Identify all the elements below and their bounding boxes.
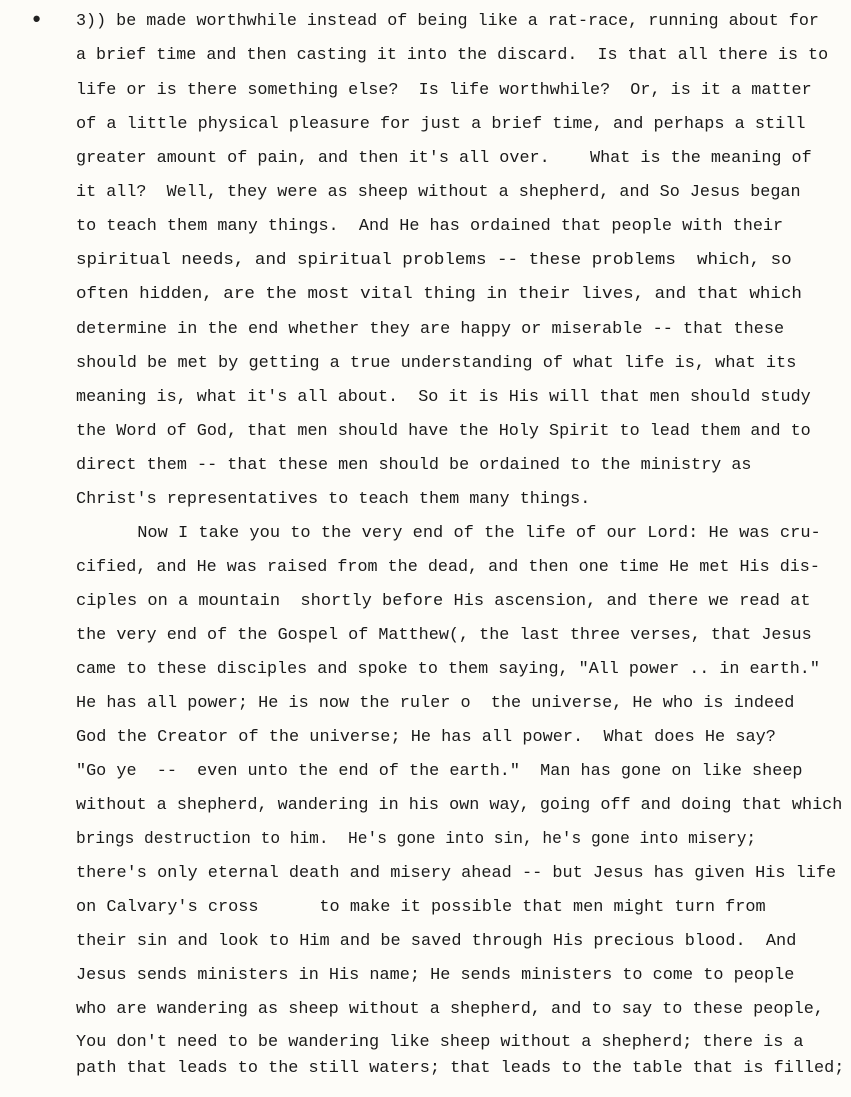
text-line: the very end of the Gospel of Matthew(, the last three verses, that Jesus — [76, 626, 812, 645]
text-line: to teach them many things. And He has ordained that people with their — [76, 217, 784, 236]
text-line: spiritual needs, and spiritual problems -- these problems which, so — [76, 251, 792, 270]
text-line: without a shepherd, wandering in his own way, going off and doing that which — [76, 796, 843, 815]
text-line: greater amount of pain, and then it's all over. What is the meaning of — [76, 149, 812, 168]
text-line: of a little physical pleasure for just a brief time, and perhaps a still — [76, 115, 806, 134]
text-line: came to these disciples and spoke to them saying, "All power .. in earth." — [76, 660, 820, 679]
text-line: brings destruction to him. He's gone into sin, he's gone into misery; — [76, 830, 757, 849]
text-line: cified, and He was raised from the dead, and then one time He met His dis- — [76, 558, 820, 577]
text-line: the Word of God, that men should have the Holy Spirit to lead them and to — [76, 422, 811, 441]
text-line: there's only eternal death and misery ahead -- but Jesus has given His life — [76, 864, 837, 883]
text-line: 3)) be made worthwhile instead of being like a rat-race, running about for — [76, 12, 819, 31]
text-line: path that leads to the still waters; that leads to the table that is filled; — [76, 1059, 845, 1078]
text-line: He has all power; He is now the ruler o the universe, He who is indeed — [76, 694, 795, 713]
text-line: You don't need to be wandering like sheep without a shepherd; there is a — [76, 1033, 804, 1052]
text-line: Christ's representatives to teach them many things. — [76, 490, 591, 509]
text-line: life or is there something else? Is life worthwhile? Or, is it a matter — [76, 81, 812, 100]
text-line: Jesus sends ministers in His name; He sends ministers to come to people — [76, 966, 795, 985]
text-line: their sin and look to Him and be saved through His precious blood. And — [76, 932, 797, 951]
text-line: often hidden, are the most vital thing in their lives, and that which — [76, 285, 802, 304]
text-line: ciples on a mountain shortly before His ascension, and there we read at — [76, 592, 811, 611]
text-line: on Calvary's cross to make it possible that men might turn from — [76, 898, 766, 917]
text-line: who are wandering as sheep without a shepherd, and to say to these people, — [76, 1000, 824, 1019]
text-line: determine in the end whether they are happy or miserable -- that these — [76, 320, 785, 339]
text-line: meaning is, what it's all about. So it is His will that men should study — [76, 388, 811, 407]
margin-mark: • — [30, 8, 44, 33]
text-line: should be met by getting a true understanding of what life is, what its — [76, 354, 797, 373]
text-line: direct them -- that these men should be ordained to the ministry as — [76, 456, 752, 475]
text-line: "Go ye -- even unto the end of the earth." Man has gone on like sheep — [76, 762, 803, 781]
text-line: a brief time and then casting it into the discard. Is that all there is to — [76, 46, 829, 65]
text-line: God the Creator of the universe; He has all power. What does He say? — [76, 728, 776, 747]
text-line: it all? Well, they were as sheep without a shepherd, and So Jesus began — [76, 183, 801, 202]
text-line: Now I take you to the very end of the life of our Lord: He was cru- — [76, 524, 821, 543]
